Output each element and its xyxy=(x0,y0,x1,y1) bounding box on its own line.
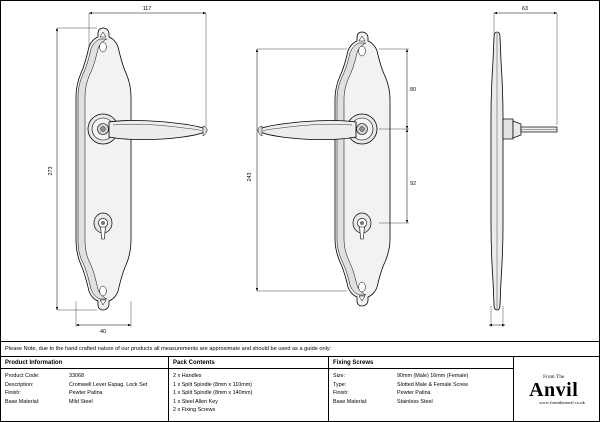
dim-front-width: 117 xyxy=(142,6,152,12)
front-view xyxy=(48,6,207,335)
screw-finish-value: Pewter Patina xyxy=(397,390,431,397)
list-item: 2 x Fixing Screws xyxy=(173,407,216,414)
dim-front-height: 273 xyxy=(48,166,54,176)
table-row xyxy=(5,398,164,407)
list-item: 2 x Handles xyxy=(173,373,202,379)
logo-line-anvil: Anvil xyxy=(529,378,579,401)
dim-back-height: 243 xyxy=(247,172,253,182)
measurement-note: Please Note, due to the hand crafted nature of our products all measurements are approximate and should be used as a guide only: xyxy=(1,341,600,357)
table-row xyxy=(333,381,509,390)
screw-type-value: Slotted Male & Female Screw xyxy=(397,381,469,388)
screw-type-label: Type: xyxy=(333,381,347,388)
finish-value: Pewter Patina xyxy=(69,390,103,397)
screw-base-material-label: Base Material: xyxy=(333,398,368,405)
brand-logo xyxy=(514,357,600,422)
dim-side-width: 63 xyxy=(522,6,528,12)
product-information-header: Product Information xyxy=(1,357,168,369)
brand-logo-column xyxy=(514,357,600,422)
base-material-value: Mild Steel xyxy=(69,398,93,405)
table-row xyxy=(333,372,509,381)
screw-base-material-value: Stainless Steel xyxy=(397,398,433,405)
table-row xyxy=(333,389,509,398)
fixing-screws-column xyxy=(329,357,514,422)
logo-line-from-the: From The xyxy=(543,374,565,380)
product-code-label: Product Code: xyxy=(5,373,40,379)
table-row xyxy=(5,381,164,390)
list-item: 1 x Split Spindle (8mm x 110mm) xyxy=(173,381,252,388)
table-row xyxy=(5,389,164,398)
product-information-column xyxy=(1,357,169,422)
list-item: 1 x Split Spindle (8mm x 140mm) xyxy=(173,390,253,397)
rear-view xyxy=(247,32,416,306)
screw-size-value: 90mm (Male) 16mm (Female) xyxy=(397,373,469,379)
base-material-label: Base Material: xyxy=(5,398,40,405)
product-code-value: 33068 xyxy=(69,373,84,379)
table-row xyxy=(333,398,509,407)
technical-drawing xyxy=(1,1,600,341)
finish-label: Finish: xyxy=(5,390,21,397)
pack-contents-column xyxy=(169,357,329,422)
dim-back-lower: 92 xyxy=(410,181,416,187)
side-view xyxy=(489,6,557,327)
table-row xyxy=(5,372,164,381)
dim-back-upper: 80 xyxy=(410,87,416,93)
list-item: 1 x Steel Allen Key xyxy=(173,398,218,405)
description-label: Description: xyxy=(5,381,34,388)
info-table xyxy=(1,357,600,422)
logo-website: www.fromtheanvil.co.uk xyxy=(539,399,585,405)
description-value: Cromwell Lever Espag. Lock Set xyxy=(69,381,148,388)
screw-size-label: Size: xyxy=(333,373,345,379)
fixing-screws-header: Fixing Screws xyxy=(329,357,513,369)
screw-finish-label: Finish: xyxy=(333,390,349,397)
dim-front-bottom-width: 40 xyxy=(100,329,106,335)
pack-contents-header: Pack Contents xyxy=(169,357,328,369)
